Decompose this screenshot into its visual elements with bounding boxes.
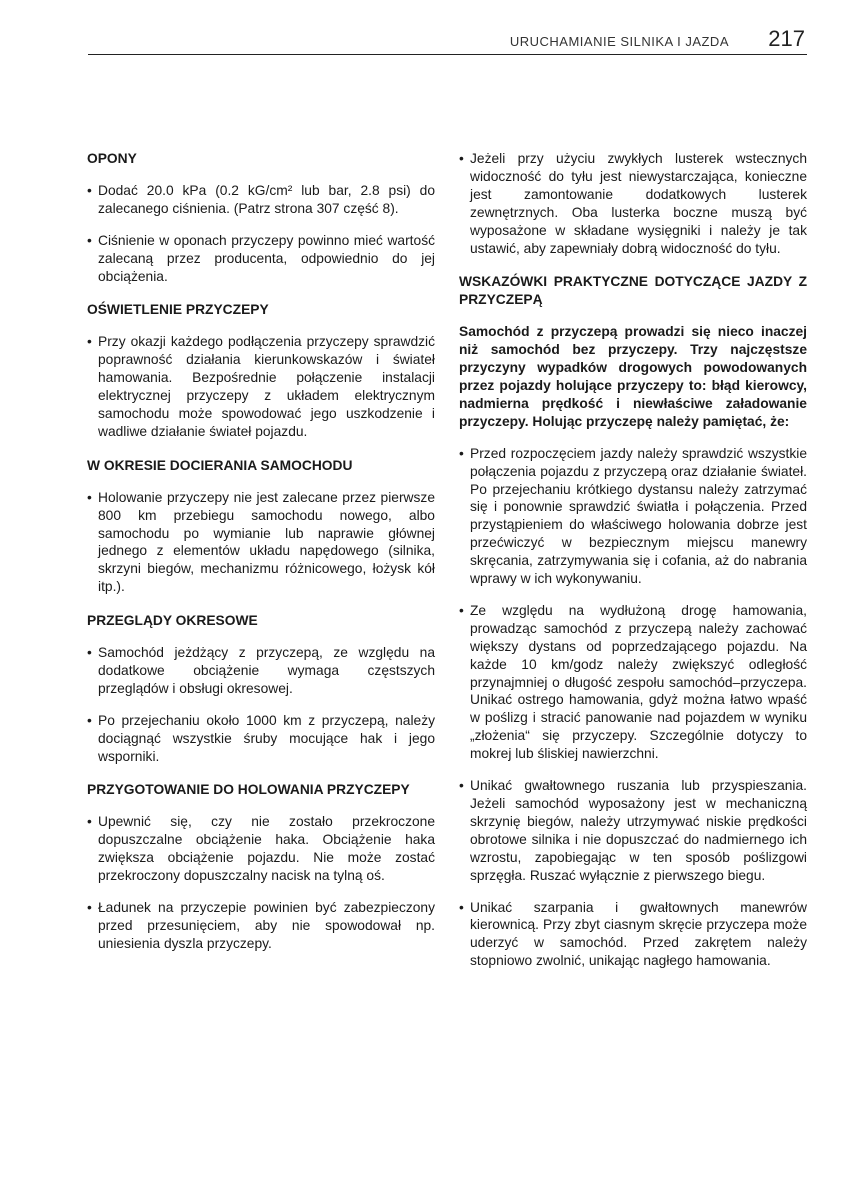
section-trailer-lights: [87, 301, 435, 440]
section-heading: OPONY: [87, 151, 137, 166]
list-item: • Ze względu na wydłużoną drogę hamowania, prowadząc samochód z przyczepą należy zachować większy dystans od poprzedzającego pojazdu. Na każde 10 km/godz należy zwiększyć odległość przynajmniej o długość zespołu samochód–przyczepa. Unikać ostrego hamowania, gdyż można łatwo wpaść w poślizg i stracić panowanie nad pojazdem w wyniku „złożenia“ się przyczepy. Szczególnie dotyczy to mokrej lub śliskiej nawierzchni.: [459, 602, 807, 763]
section-heading: PRZEGLĄDY OKRESOWE: [87, 613, 258, 629]
right-column: [459, 150, 807, 986]
list-item: • Dodać 20.0 kPa (0.2 kG/cm² lub bar, 2.8 psi) do zalecanego ciśnienia. (Patrz strona 307 część 8).: [87, 182, 435, 218]
list-item: • Przy okazji każdego podłączenia przyczepy sprawdzić poprawność działania kierunkowskazów i świateł hamowania. Bezpośrednie połączenie instalacji elektrycznej przyczepy z układem elektrycznym samochodu może spowodować jego uszkodzenie i wadliwe działanie świateł pojazdu.: [87, 333, 435, 440]
list-item: • Unikać gwałtownego ruszania lub przyspieszania. Jeżeli samochód wyposażony jest w mechaniczną skrzynię biegów, należy utrzymywać niskie prędkości obrotowe silnika i nie dopuszczać do nadmiernego ich wzrostu, zapobiegając w ten sposób poślizgowi sprzęgła. Ruszać wyłącznie z pierwszego biegu.: [459, 777, 807, 884]
section-heading: W OKRESIE DOCIERANIA SAMOCHODU: [87, 457, 353, 473]
section-break-in: [87, 457, 435, 596]
list-item: • Samochód jeżdżący z przyczepą, ze względu na dodatkowe obciążenie wymaga częstszych przeglądów i obsługi okresowej.: [87, 644, 435, 698]
section-mirrors: [459, 150, 807, 257]
section-heading: PRZYGOTOWANIE DO HOLOWANIA PRZYCZEPY: [87, 782, 410, 798]
page-header: [88, 22, 807, 55]
list-item: • Unikać szarpania i gwałtownych manewrów kierownicą. Przy zbyt ciasnym skręcie przyczepa może uderzyć w samochód. Przed zakrętem należy stopniowo zwolnić, unikając nagłego hamowania.: [459, 899, 807, 971]
section-tires: [87, 150, 435, 285]
section-preparation: [87, 781, 435, 952]
page-number: 217: [768, 26, 805, 51]
section-practical-tips: [459, 273, 807, 970]
section-heading: OŚWIETLENIE PRZYCZEPY: [87, 302, 269, 318]
list-item: • Ciśnienie w oponach przyczepy powinno mieć wartość zalecaną przez producenta, odpowiednio do jej obciążenia.: [87, 232, 435, 286]
list-item: • Ładunek na przyczepie powinien być zabezpieczony przed przesunięciem, aby nie spowodował np. uniesienia dyszla przyczepy.: [87, 899, 435, 953]
list-item: • Holowanie przyczepy nie jest zalecane przez pierwsze 800 km przebiegu samochodu nowego, albo samochodu po wymianie lub naprawie głównej jednego z elementów układu napędowego (silnika, skrzyni biegów, mechanizmu różnicowego, łożysk kół itp.).: [87, 489, 435, 596]
section-maintenance: [87, 612, 435, 765]
list-item: • Jeżeli przy użyciu zwykłych lusterek wstecznych widoczność do tyłu jest niewystarczająca, konieczne jest zamontowanie dodatkowych lusterek zewnętrznych. Oba lusterka boczne muszą być wyposażone w składane wysięgniki i należy je tak ustawić, aby zapewniały dobrą widoczność do tyłu.: [459, 150, 807, 257]
list-item: • Upewnić się, czy nie zostało przekroczone dopuszczalne obciążenie haka. Obciążenie haka zwiększa obciążenie pojazdu. Nie może zostać przekroczony dopuszczalny nacisk na tylną oś.: [87, 813, 435, 885]
list-item: • Po przejechaniu około 1000 km z przyczepą, należy dociągnąć wszystkie śruby mocujące hak i jego wsporniki.: [87, 712, 435, 766]
chapter-title: URUCHAMIANIE SILNIKA I JAZDA: [509, 34, 729, 49]
left-column: [87, 150, 435, 969]
intro-paragraph: Samochód z przyczepą prowadzi się nieco inaczej niż samochód bez przyczepy. Trzy najczęstsze przyczyny wypadków drogowych powodowanych przez pojazdy holujące przyczepy to: błąd kierowcy, nadmierna prędkość i niewłaściwe załadowanie przyczepy. Holując przyczepę należy pamiętać, że:: [459, 324, 807, 429]
section-heading: WSKAZÓWKI PRAKTYCZNE DOTYCZĄCE JAZDY Z PRZYCZEPĄ: [459, 274, 807, 308]
list-item: • Przed rozpoczęciem jazdy należy sprawdzić wszystkie połączenia pojazdu z przyczepą oraz działanie świateł. Po przejechaniu krótkiego dystansu należy zatrzymać się i ponownie sprawdzić światła i połączenia. Przed przystąpieniem do właściwego holowania dobrze jest przećwiczyć w bezpiecznym miejscu manewry skręcania, zatrzymywania się i cofania, aż do nabrania wprawy w ich wykonywaniu.: [459, 445, 807, 588]
